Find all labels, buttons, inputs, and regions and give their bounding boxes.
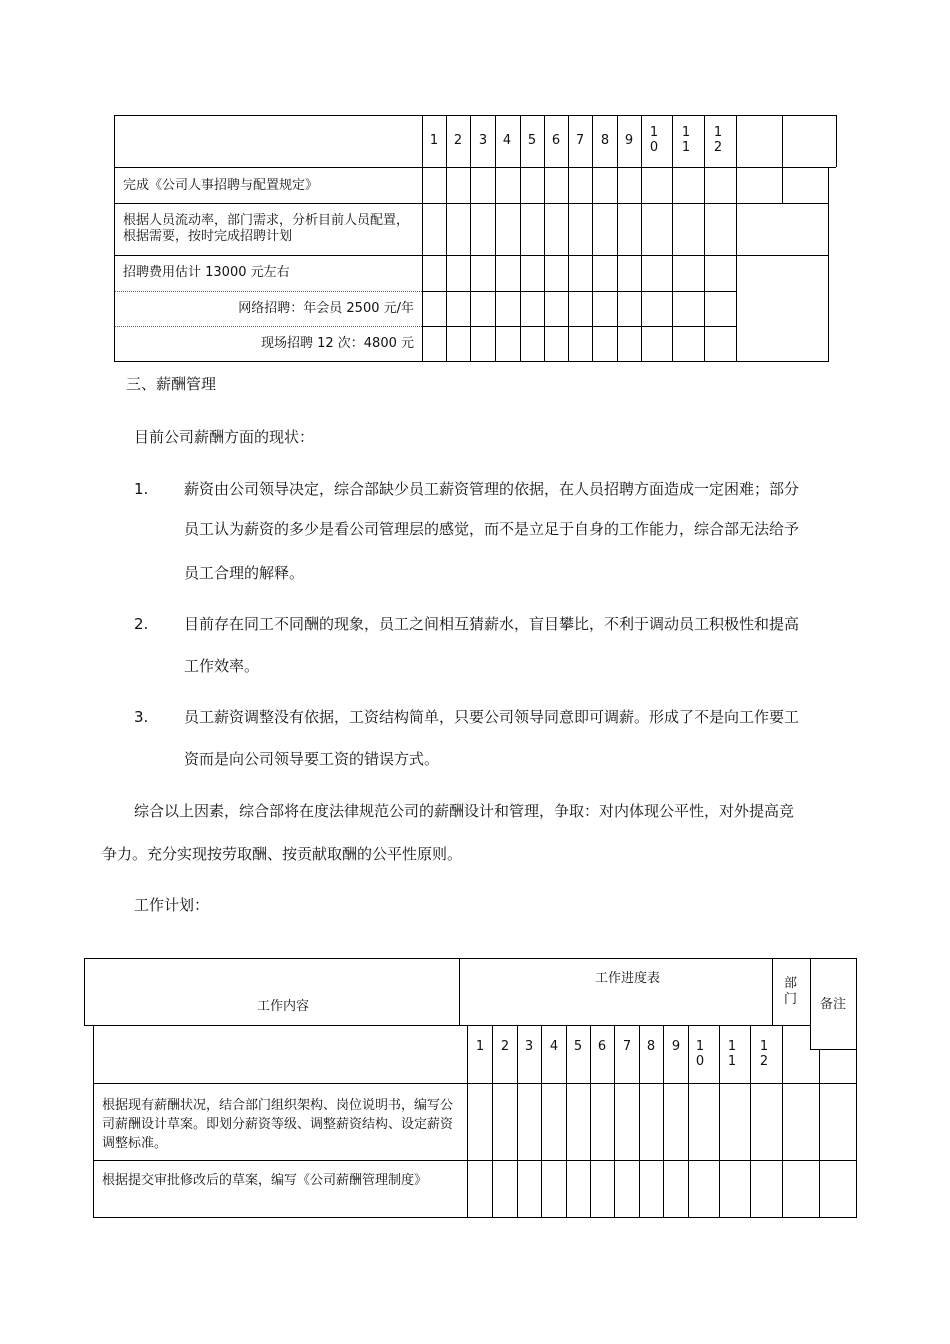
- month-header: 3: [478, 133, 488, 148]
- col-header-content: 工作内容: [257, 999, 310, 1014]
- table-row: 现场招聘 12 次：4800 元: [260, 336, 414, 351]
- summary-line: 争力。充分实现按劳取酬、按贡献取酬的公平性原则。: [102, 845, 463, 863]
- month-header: 2: [500, 1039, 510, 1054]
- table-row: 网络招聘：年会员 2500 元/年: [238, 301, 414, 316]
- month-header: 5: [527, 133, 537, 148]
- list-number: 3.: [134, 708, 149, 726]
- month-header: 1 0: [649, 125, 659, 155]
- month-header: 8: [600, 133, 610, 148]
- month-header: 4: [549, 1039, 559, 1054]
- section-heading: 三、薪酬管理: [126, 375, 217, 393]
- month-header: 1 0: [695, 1039, 705, 1069]
- col-header-progress: 工作进度表: [595, 971, 661, 986]
- month-header: 5: [573, 1039, 583, 1054]
- month-header: 3: [524, 1039, 534, 1054]
- month-header: 2: [453, 133, 463, 148]
- month-header: 9: [624, 133, 634, 148]
- list-line: 目前存在同工不同酬的现象，员工之间相互猜薪水，盲目攀比，不利于调动员工积极性和提高: [184, 615, 800, 633]
- col-header-dept: 部 门: [784, 976, 798, 1007]
- month-header: 1 1: [681, 125, 691, 155]
- table-row: 根据人员流动率，部门需求，分析目前人员配置，根据需要，按时完成招聘计划: [123, 213, 410, 244]
- list-line: 薪资由公司领导决定，综合部缺少员工薪资管理的依据，在人员招聘方面造成一定困难；部分: [184, 480, 800, 498]
- month-header: 7: [622, 1039, 632, 1054]
- month-header: 1: [475, 1039, 485, 1054]
- list-number: 2.: [134, 615, 149, 633]
- list-number: 1.: [134, 480, 149, 498]
- month-header: 1 2: [713, 125, 723, 155]
- month-header: 7: [575, 133, 585, 148]
- month-header: 4: [502, 133, 512, 148]
- month-header: 6: [551, 133, 561, 148]
- month-header: 6: [597, 1039, 607, 1054]
- table-row: 根据提交审批修改后的草案，编写《公司薪酬管理制度》: [102, 1173, 428, 1188]
- table-row: 招聘费用估计 13000 元左右: [123, 265, 290, 280]
- month-header: 1 1: [727, 1039, 737, 1069]
- table-row: 完成《公司人事招聘与配置规定》: [123, 178, 319, 193]
- month-header: 8: [646, 1039, 656, 1054]
- list-line: 工作效率。: [184, 657, 260, 675]
- intro-text: 目前公司薪酬方面的现状：: [134, 428, 315, 446]
- list-line: 员工薪资调整没有依据，工资结构简单，只要公司领导同意即可调薪。形成了不是向工作要工: [184, 708, 800, 726]
- list-line: 员工认为薪资的多少是看公司管理层的感觉，而不是立足于自身的工作能力，综合部无法给予: [184, 520, 800, 538]
- summary-line: 综合以上因素，综合部将在度法律规范公司的薪酬设计和管理，争取：对内体现公平性，对外提高竞: [134, 802, 795, 820]
- list-line: 员工合理的解释。: [184, 564, 305, 582]
- col-header-note: 备注: [820, 997, 847, 1012]
- month-header: 1: [429, 133, 439, 148]
- list-line: 资而是向公司领导要工资的错误方式。: [184, 750, 440, 768]
- plan-label: 工作计划：: [134, 896, 210, 914]
- table-row: 根据现有薪酬状况，结合部门组织架构、岗位说明书，编写公司薪酬设计草案。即划分薪资等级、调整薪资结构、设定薪资调整标准。: [102, 1098, 454, 1151]
- month-header: 1 2: [759, 1039, 769, 1069]
- month-header: 9: [671, 1039, 681, 1054]
